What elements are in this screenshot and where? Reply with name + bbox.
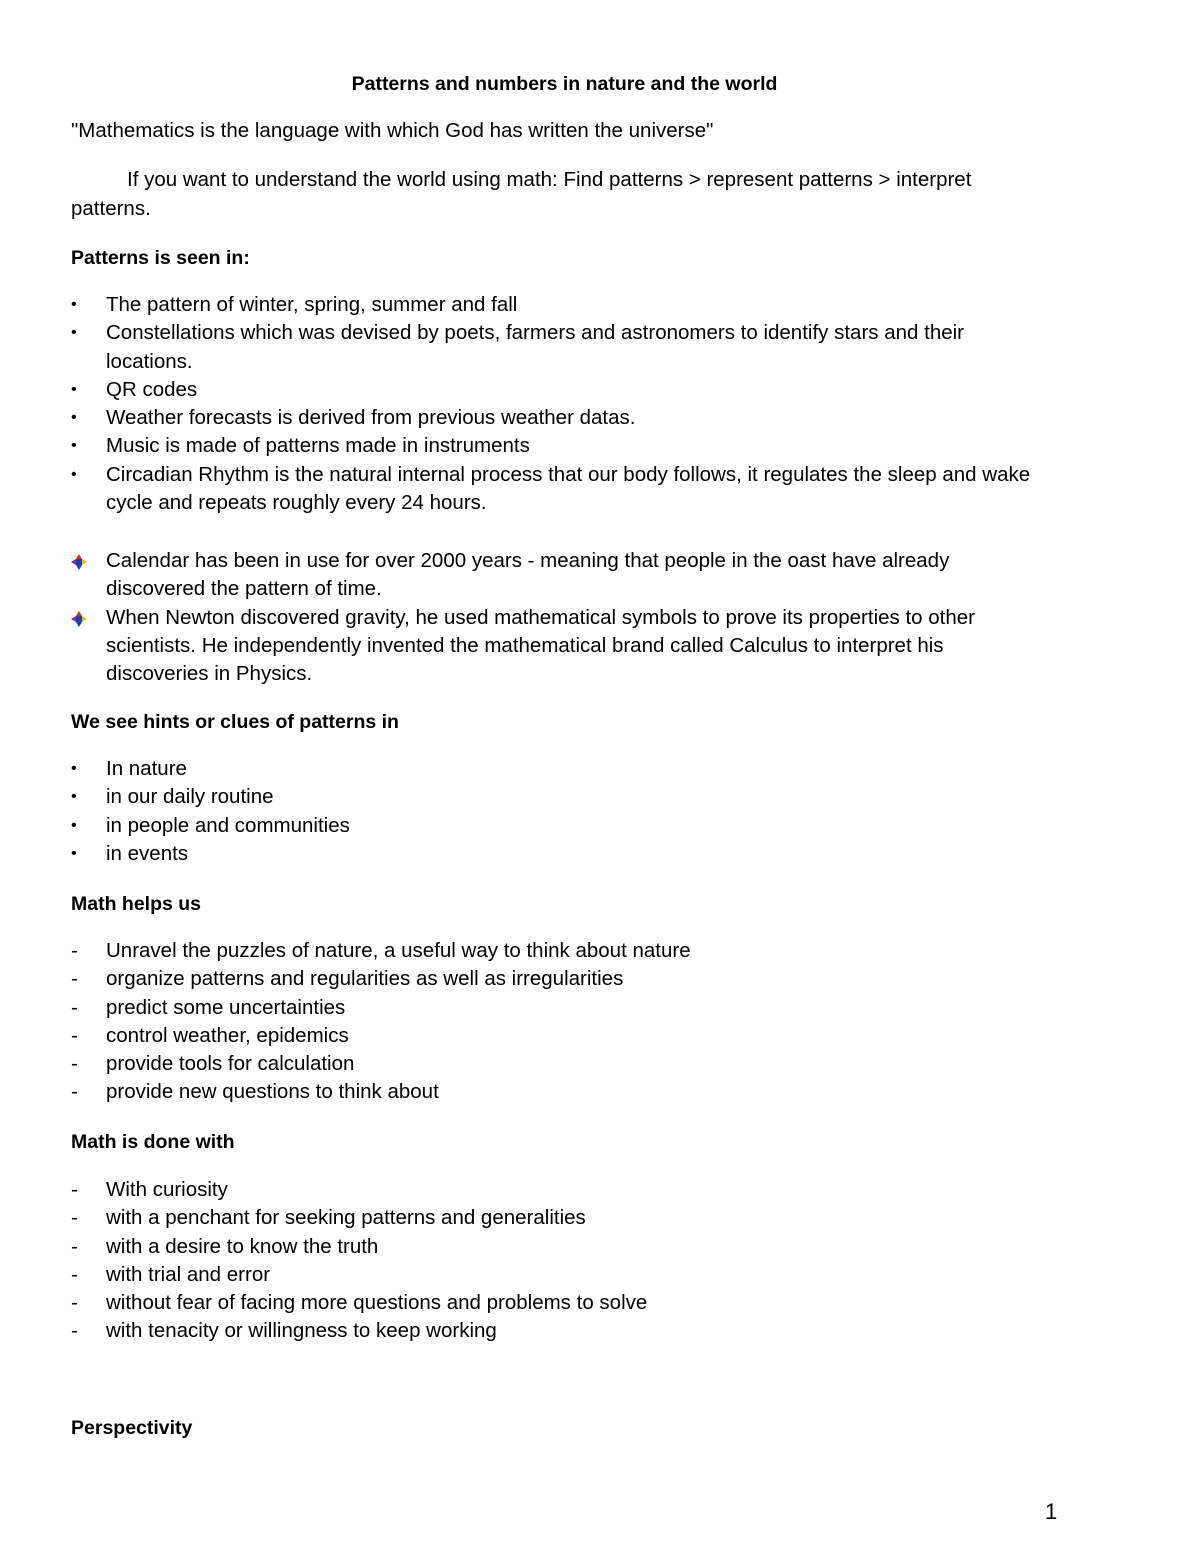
list-item-text: control weather, epidemics [106,1023,349,1047]
list-item-text: with a penchant for seeking patterns and generalities [106,1206,586,1230]
math-done-list [71,1176,1031,1346]
list-item-text: When Newton discovered gravity, he used mathematical symbols to prove its properties to other scientists. He independently invented the mathematical brand called Calculus to interpret his discoveries in Physics. [106,605,975,686]
list-item [71,404,1031,432]
list-item-text: provide tools for calculation [106,1052,355,1076]
list-item [71,547,1031,604]
bullet-icon: • [71,324,77,342]
list-item [71,604,1031,689]
list-item-text: in our daily routine [106,785,274,809]
list-item-text: Circadian Rhythm is the natural internal process that our body follows, it regulates the sleep and wake cycle and repeats roughly every 24 hours. [106,462,1031,515]
list-item [71,812,1031,840]
page-number: 1 [1045,1499,1058,1524]
patterns-seen-list [71,291,1031,517]
list-item [71,291,1031,319]
math-done-heading: Math is done with [71,1131,235,1153]
list-item-text: With curiosity [106,1178,228,1201]
list-item [71,376,1031,404]
dash-bullet: - [71,1052,78,1076]
list-item-text: with trial and error [106,1262,271,1286]
list-item-text: Constellations which was devised by poets, farmers and astronomers to identify stars and their locations. [106,321,964,373]
list-item [71,1078,1031,1106]
list-item-text: Weather forecasts is derived from previous weather datas. [106,406,636,430]
dash-bullet: - [71,967,78,991]
dash-bullet: - [71,1291,78,1315]
bullet-icon: • [71,844,77,862]
dash-bullet: - [71,995,78,1019]
list-item-text: The pattern of winter, spring, summer and fall [106,293,518,316]
quote-paragraph: "Mathematics is the language with which God has written the universe" [71,119,714,142]
list-item-text: In nature [106,757,187,780]
list-item-text: Calendar has been in use for over 2000 years - meaning that people in the oast have already discovered the pattern of time. [106,549,950,601]
list-item [71,1050,1031,1078]
dash-bullet: - [71,1080,78,1104]
list-item-text: Music is made of patterns made in instruments [106,434,530,458]
four-way-arrow-bullet-icon [71,611,87,627]
bullet-icon: • [71,760,77,777]
list-item [71,1204,1031,1232]
document-title: Patterns and numbers in nature and the world [351,73,778,95]
list-item-text: without fear of facing more questions and problems to solve [106,1291,648,1315]
perspectivity-heading: Perspectivity [71,1417,193,1439]
list-item [71,461,1031,518]
list-item [71,1176,1031,1204]
list-item [71,319,1031,376]
dash-bullet: - [71,1206,78,1230]
patterns-seen-arrow-list [71,547,1031,688]
list-item [71,1317,1031,1345]
patterns-seen-heading: Patterns is seen in: [71,247,250,269]
list-item [71,755,1031,783]
list-item-text: Unravel the puzzles of nature, a useful way to think about nature [106,939,691,962]
list-item-text: organize patterns and regularities as well as irregularities [106,967,624,991]
dash-bullet: - [71,1023,78,1047]
intro-paragraph: If you want to understand the world using math: Find patterns > represent patterns > interpret patterns. [71,168,972,220]
bullet-icon: • [71,296,77,313]
list-item [71,994,1031,1022]
list-item [71,783,1031,811]
four-way-arrow-bullet-icon [71,554,87,570]
bullet-icon: • [71,437,77,455]
bullet-icon: • [71,409,77,427]
list-item-text: QR codes [106,377,198,401]
list-item [71,965,1031,993]
list-item [71,1289,1031,1317]
list-item [71,1022,1031,1050]
list-item-text: predict some uncertainties [106,995,346,1019]
list-item [71,840,1031,868]
bullet-icon: • [71,816,77,834]
dash-bullet: - [71,1234,78,1258]
math-helps-heading: Math helps us [71,893,202,915]
hints-list [71,755,1031,868]
dash-bullet: - [71,939,78,962]
math-helps-list [71,937,1031,1107]
list-item [71,1233,1031,1261]
bullet-icon: • [71,380,77,398]
dash-bullet: - [71,1319,78,1343]
list-item [71,432,1031,460]
bullet-icon: • [71,465,77,483]
list-item-text: with a desire to know the truth [106,1234,379,1258]
list-item [71,1261,1031,1289]
list-item [71,937,1031,965]
list-item-text: in events [106,841,189,865]
bullet-icon: • [71,788,77,806]
list-item-text: provide new questions to think about [106,1080,439,1104]
dash-bullet: - [71,1262,78,1286]
list-item-text: with tenacity or willingness to keep working [106,1319,497,1343]
dash-bullet: - [71,1178,78,1201]
hints-heading: We see hints or clues of patterns in [71,711,399,733]
list-item-text: in people and communities [106,813,350,837]
